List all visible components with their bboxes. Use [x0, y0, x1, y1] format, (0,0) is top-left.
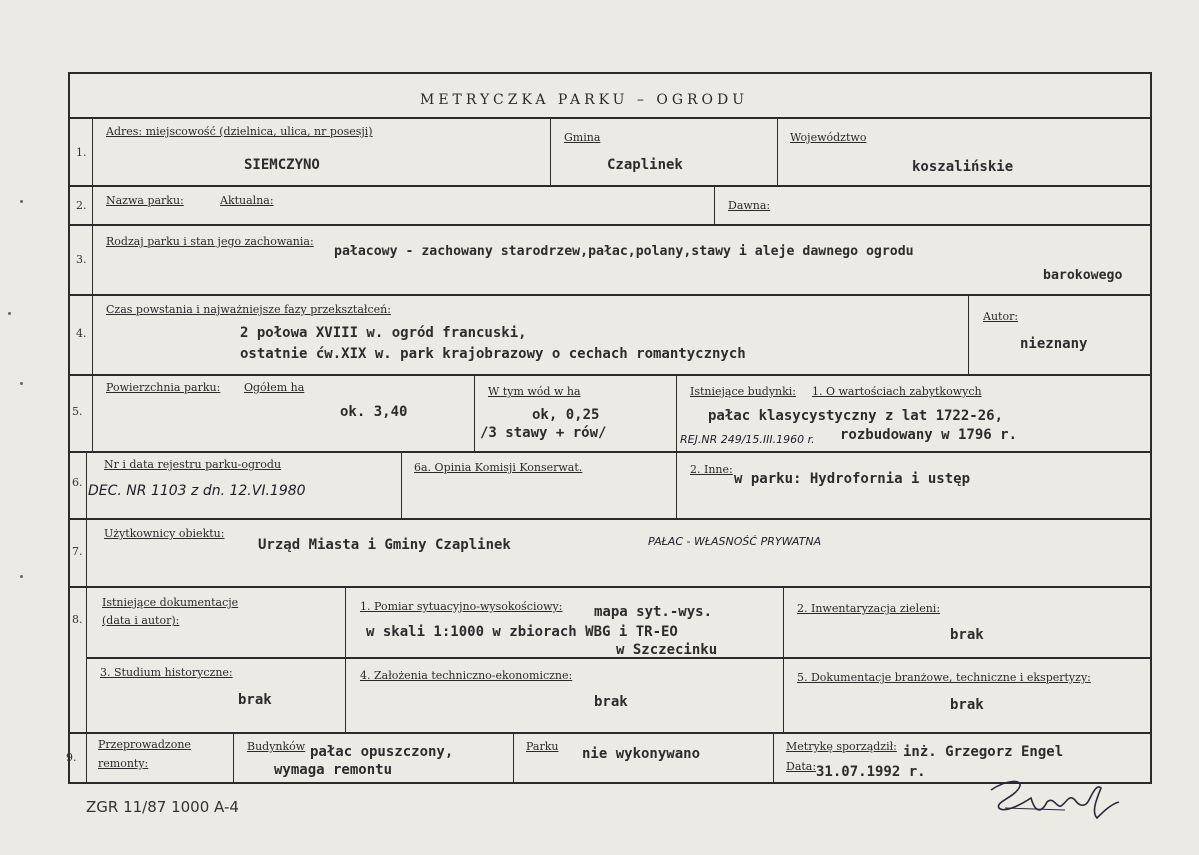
margin-dot	[20, 200, 23, 203]
cell-line	[676, 451, 677, 518]
divider	[86, 657, 345, 659]
cell-line	[783, 586, 784, 732]
other-buildings-label: 2. Inne:	[690, 463, 733, 476]
building-repairs-label: Budynków	[247, 740, 306, 753]
divider	[68, 518, 1152, 520]
cell-line	[513, 732, 514, 784]
park-type-value: pałacowy - zachowany starodrzew,pałac,polany,stawy i aleje dawnego ogrodu	[334, 244, 914, 259]
margin-dot	[20, 575, 23, 578]
documentation-label-2: (data i autor):	[102, 614, 180, 627]
park-name-label: Nazwa parku:	[106, 194, 184, 207]
park-type-label: Rodzaj parku i stan jego zachowania:	[106, 235, 314, 248]
divider	[68, 117, 1152, 119]
greenery-inventory-label: 2. Inwentaryzacja zieleni:	[797, 602, 941, 615]
prepared-by-value: inż. Grzegorz Engel	[903, 744, 1064, 760]
tech-econ-label: 4. Założenia techniczno-ekonomiczne:	[360, 669, 573, 682]
margin-dot	[8, 312, 11, 315]
former-name-label: Dawna:	[728, 199, 771, 212]
registry-handwritten-note: REJ.NR 249/15.III.1960 r.	[680, 433, 815, 446]
row-number: 6.	[72, 476, 83, 489]
building-repairs-value: pałac opuszczony,	[310, 744, 454, 760]
voivodeship-label: Województwo	[790, 131, 867, 144]
gmina-label: Gmina	[564, 131, 601, 144]
cell-line	[773, 732, 774, 784]
divider	[68, 732, 1152, 734]
conservator-opinion-label: 6a. Opinia Komisji Konserwat.	[414, 461, 583, 474]
form-title: METRYCZKA PARKU – OGRODU	[420, 92, 749, 108]
park-repairs-value: nie wykonywano	[582, 746, 701, 762]
cell-line	[714, 185, 715, 224]
repairs-label: Przeprowadzone	[98, 738, 191, 751]
tech-econ-value: brak	[594, 694, 628, 710]
cell-line	[777, 117, 778, 185]
registry-label: Nr i data rejestru parku-ogrodu	[104, 458, 282, 471]
users-label: Użytkownicy obiektu:	[104, 527, 225, 540]
author-label: Autor:	[983, 310, 1019, 323]
divider	[68, 586, 1152, 588]
row-number: 1.	[76, 146, 87, 159]
divider	[68, 374, 1152, 376]
divider	[345, 657, 1152, 659]
survey-value-3: w Szczecinku	[616, 642, 718, 658]
users-value: Urząd Miasta i Gminy Czaplinek	[258, 537, 511, 553]
divider	[68, 294, 1152, 296]
water-area-detail: /3 stawy + rów/	[480, 425, 607, 441]
history-line-1: 2 połowa XVIII w. ogród francuski,	[240, 325, 527, 341]
date-value: 31.07.1992 r.	[816, 764, 926, 780]
buildings-label: Istniejące budynki:	[690, 385, 797, 398]
survey-value-2: w skali 1:1000 w zbiorach WBG i TR-EO	[366, 624, 678, 640]
documentation-label: Istniejące dokumentacje	[102, 596, 239, 609]
row-number: 9.	[66, 751, 77, 764]
building-repairs-value-2: wymaga remontu	[274, 762, 393, 778]
gmina-value: Czaplinek	[607, 157, 683, 173]
cell-line	[676, 374, 677, 451]
cell-line	[233, 732, 234, 784]
prepared-by-label: Metrykę sporządził:	[786, 740, 897, 753]
row-number: 7.	[72, 545, 83, 558]
number-column-line	[86, 732, 87, 784]
ownership-handwritten-note: PAŁAC - WŁASNOŚĆ PRYWATNA	[648, 535, 822, 548]
current-name-label: Aktualna:	[220, 194, 274, 207]
form-code: ZGR 11/87 1000 A-4	[86, 798, 239, 816]
park-repairs-label: Parku	[526, 740, 559, 753]
historical-study-label: 3. Studium historyczne:	[100, 666, 233, 679]
address-value: SIEMCZYNO	[244, 157, 320, 173]
margin-dot	[20, 382, 23, 385]
total-area-label: Ogółem ha	[244, 381, 305, 394]
branch-docs-value: brak	[950, 697, 984, 713]
buildings-value-1: pałac klasycystyczny z lat 1722-26,	[708, 408, 1004, 424]
signature	[985, 772, 1125, 832]
date-label: Data:	[786, 760, 817, 773]
row-number: 4.	[76, 327, 87, 340]
divider	[68, 224, 1152, 226]
voivodeship-value: koszalińskie	[912, 159, 1014, 175]
area-label: Powierzchnia parku:	[106, 381, 221, 394]
buildings-value-2: rozbudowany w 1796 r.	[840, 427, 1018, 443]
park-type-value-cont: barokowego	[1043, 268, 1123, 283]
survey-label: 1. Pomiar sytuacyjno-wysokościowy:	[360, 600, 563, 613]
history-label: Czas powstania i najważniejsze fazy przekształceń:	[106, 303, 391, 316]
row-number: 3.	[76, 253, 87, 266]
survey-value-1: mapa syt.-wys.	[594, 604, 713, 620]
branch-docs-label: 5. Dokumentacje branżowe, techniczne i ekspertyzy:	[797, 671, 1091, 684]
row-number: 5.	[72, 405, 83, 418]
divider	[68, 451, 1152, 453]
history-line-2: ostatnie ćw.XIX w. park krajobrazowy o cechach romantycznych	[240, 346, 746, 362]
cell-line	[474, 374, 475, 451]
water-area-label: W tym wód w ha	[488, 385, 581, 398]
cell-line	[345, 586, 346, 732]
water-area-value: ok, 0,25	[532, 407, 600, 423]
address-label: Adres: miejscowość (dzielnica, ulica, nr posesji)	[106, 125, 373, 138]
number-column-line	[86, 451, 87, 733]
row-number: 2.	[76, 199, 87, 212]
number-column-line	[92, 224, 93, 452]
row-number: 8.	[72, 613, 83, 626]
number-column-line	[92, 117, 93, 225]
repairs-label-2: remonty:	[98, 757, 149, 770]
author-value: nieznany	[1020, 336, 1088, 352]
total-area-value: ok. 3,40	[340, 404, 408, 420]
cell-line	[968, 294, 969, 374]
cell-line	[401, 451, 402, 518]
other-buildings-value: w parku: Hydrofornia i ustęp	[734, 471, 971, 487]
historical-study-value: brak	[238, 692, 272, 708]
divider	[68, 185, 1152, 187]
buildings-heritage-label: 1. O wartościach zabytkowych	[812, 385, 982, 398]
registry-value: DEC. NR 1103 z dn. 12.VI.1980	[88, 483, 306, 499]
cell-line	[550, 117, 551, 185]
greenery-inventory-value: brak	[950, 627, 984, 643]
